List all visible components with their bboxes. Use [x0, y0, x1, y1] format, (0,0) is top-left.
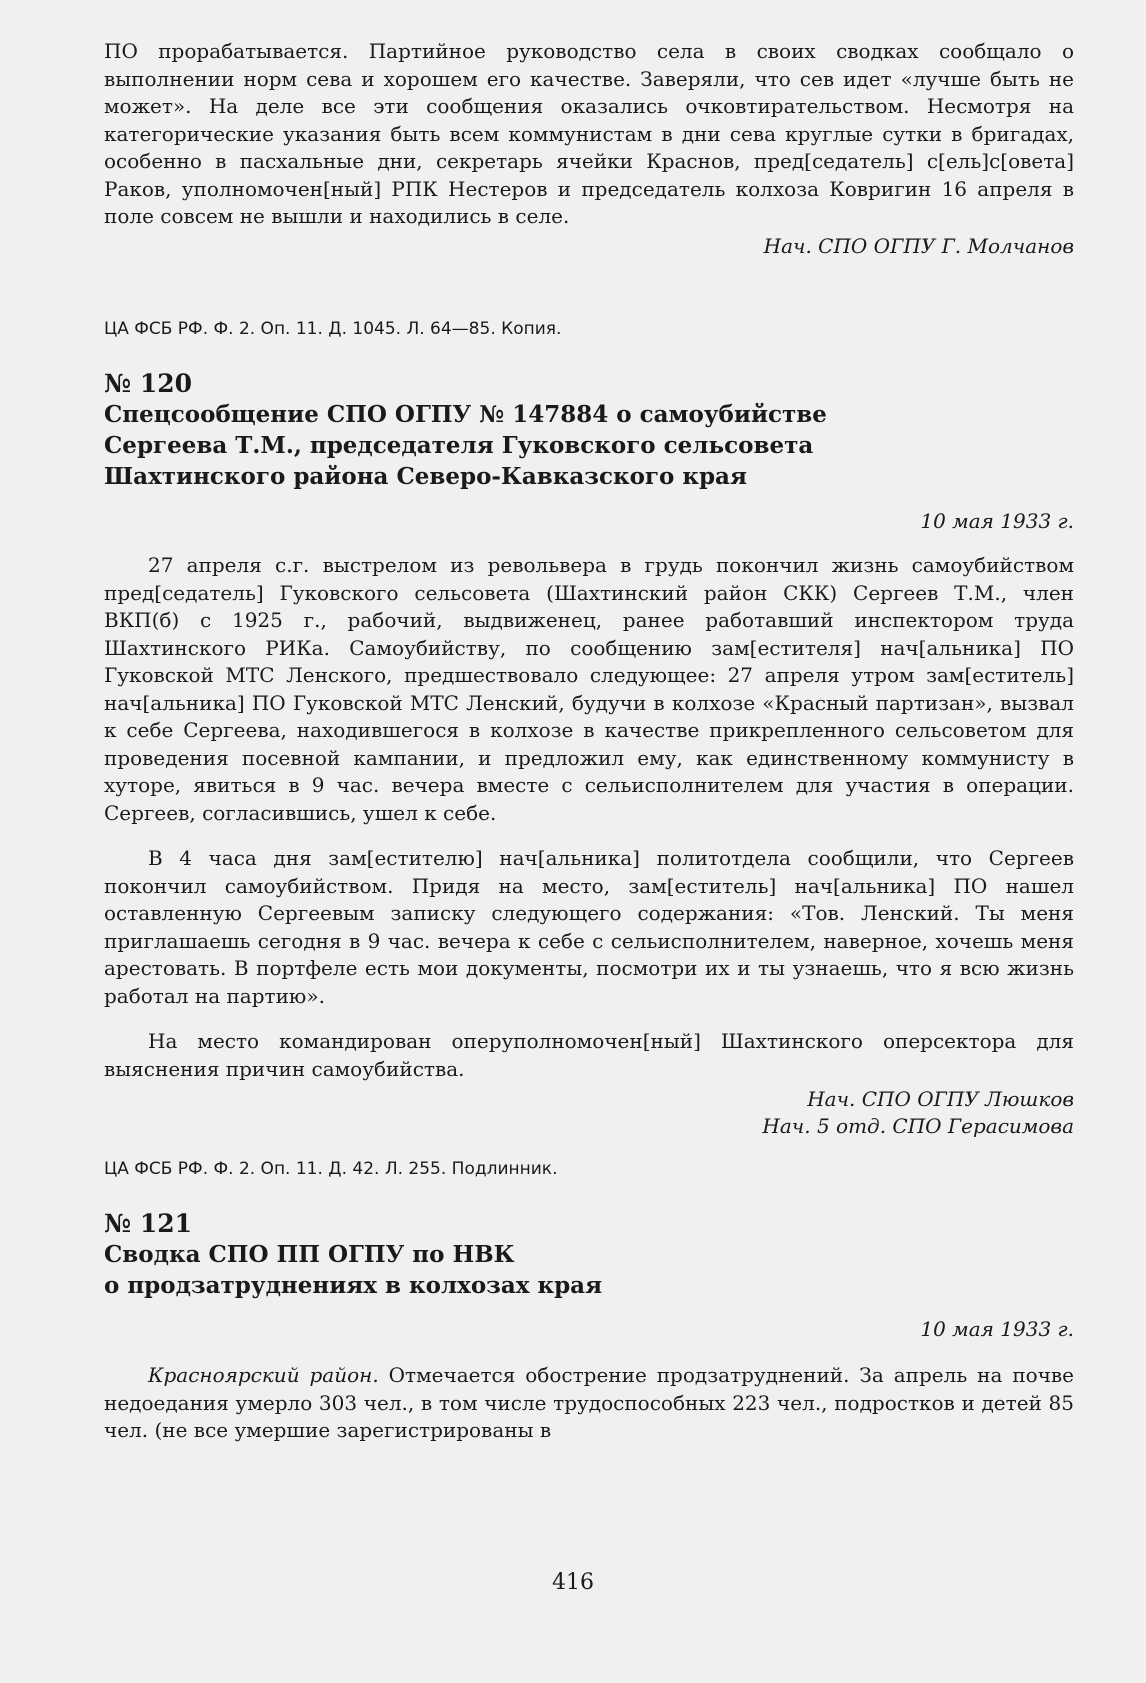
doc120-title-line: Спецсообщение СПО ОГПУ № 147884 о самоубийстве	[104, 401, 827, 428]
doc120-paragraph: На место командирован оперуполномочен[ный] Шахтинского оперсектора для выяснения причин самоубийства.	[104, 1029, 1074, 1081]
doc121-paragraph-text: Отмечается обострение продзатруднений. За апрель на почве недоедания умерло 303 чел., в том числе трудоспособных 223 чел., подростков и детей 85 чел. (не все умершие зарегистрированы в	[104, 1363, 1075, 1442]
doc120-title-line: Шахтинского района Северо-Кавказского края	[104, 463, 747, 490]
doc120-header	[104, 368, 1074, 492]
doc120-source: ЦА ФСБ РФ. Ф. 2. Оп. 11. Д. 42. Л. 255. Подлинник.	[104, 1159, 558, 1179]
doc120-paragraph: В 4 часа дня зам[естителю] нач[альника] политотдела сообщили, что Сергеев покончил самоубийством. Придя на место, зам[еститель] нач[альника] ПО нашел оставленную Сергеевым записку следующего содержания: «Тов. Ленский. Ты меня приглашаешь сегодня в 9 час. вечера к себе с сельисполнителем, наверное, хочешь меня арестовать. В портфеле есть мои документы, посмотри их и ты узнаешь, что я всю жизнь работал на партию».	[104, 846, 1074, 1008]
doc120-body-3	[104, 1028, 1074, 1083]
page-number: 416	[552, 1570, 594, 1595]
doc120-signatures	[104, 1086, 1074, 1140]
top-paragraph: ПО прорабатывается. Партийное руководство села в своих сводках сообщало о выполнении норм сева и хорошем его качестве. Заверяли, что сев идет «лучше быть не может». На деле все эти сообщения оказались очковтирательством. Несмотря на категорические указания быть всем коммунистам в дни сева круглые сутки в бригадах, особенно в пасхальные дни, секретарь ячейки Краснов, пред[седатель] с[ель]с[овета] Раков, уполномочен[ный] РПК Нестеров и председатель колхоза Ковригин 16 апреля в поле совсем не вышли и находились в селе.	[104, 39, 1074, 228]
doc121-paragraph	[104, 1362, 1074, 1445]
doc121-date: 10 мая 1933 г.	[920, 1317, 1074, 1341]
top-section	[104, 38, 1074, 260]
doc120-body-2	[104, 845, 1074, 1010]
doc121-body	[104, 1362, 1074, 1445]
doc121-number: № 121	[104, 1209, 193, 1238]
top-signature: Нач. СПО ОГПУ Г. Молчанов	[763, 233, 1074, 258]
doc121-title-line: Сводка СПО ПП ОГПУ по НВК	[104, 1241, 515, 1268]
doc120-body	[104, 552, 1074, 827]
doc121-title-line: о продзатруднениях в колхозах края	[104, 1272, 603, 1299]
doc121-header	[104, 1208, 1074, 1301]
doc120-date: 10 мая 1933 г.	[920, 509, 1074, 533]
doc120-signature: Нач. 5 отд. СПО Герасимова	[762, 1114, 1074, 1138]
doc120-title-line: Сергеева Т.М., председателя Гуковского сельсовета	[104, 432, 814, 459]
doc120-number: № 120	[104, 369, 193, 398]
doc120-signature: Нач. СПО ОГПУ Люшков	[807, 1087, 1074, 1111]
doc120-paragraph: 27 апреля с.г. выстрелом из револьвера в грудь покончил жизнь самоубийством пред[седатель] Гуковского сельсовета (Шахтинский район СКК) Сергеев Т.М., член ВКП(б) с 1925 г., рабочий, выдвиженец, ранее работавший инспектором труда Шахтинского РИКа. Самоубийству, по сообщению зам[естителя] нач[альника] ПО Гуковской МТС Ленского, предшествовало следующее: 27 апреля утром зам[еститель] нач[альника] ПО Гуковской МТС Ленский, будучи в колхозе «Красный партизан», вызвал к себе Сергеева, находившегося в колхозе в качестве прикрепленного сельсоветом для проведения посевной кампании, и предложил ему, как единственному коммунисту в хуторе, явиться в 9 час. вечера вместе с сельисполнителем для участия в операции. Сергеев, согласившись, ушел к себе.	[104, 553, 1074, 825]
top-source: ЦА ФСБ РФ. Ф. 2. Оп. 11. Д. 1045. Л. 64—85. Копия.	[104, 319, 562, 339]
doc121-lead-italic: Красноярский район.	[148, 1363, 379, 1387]
